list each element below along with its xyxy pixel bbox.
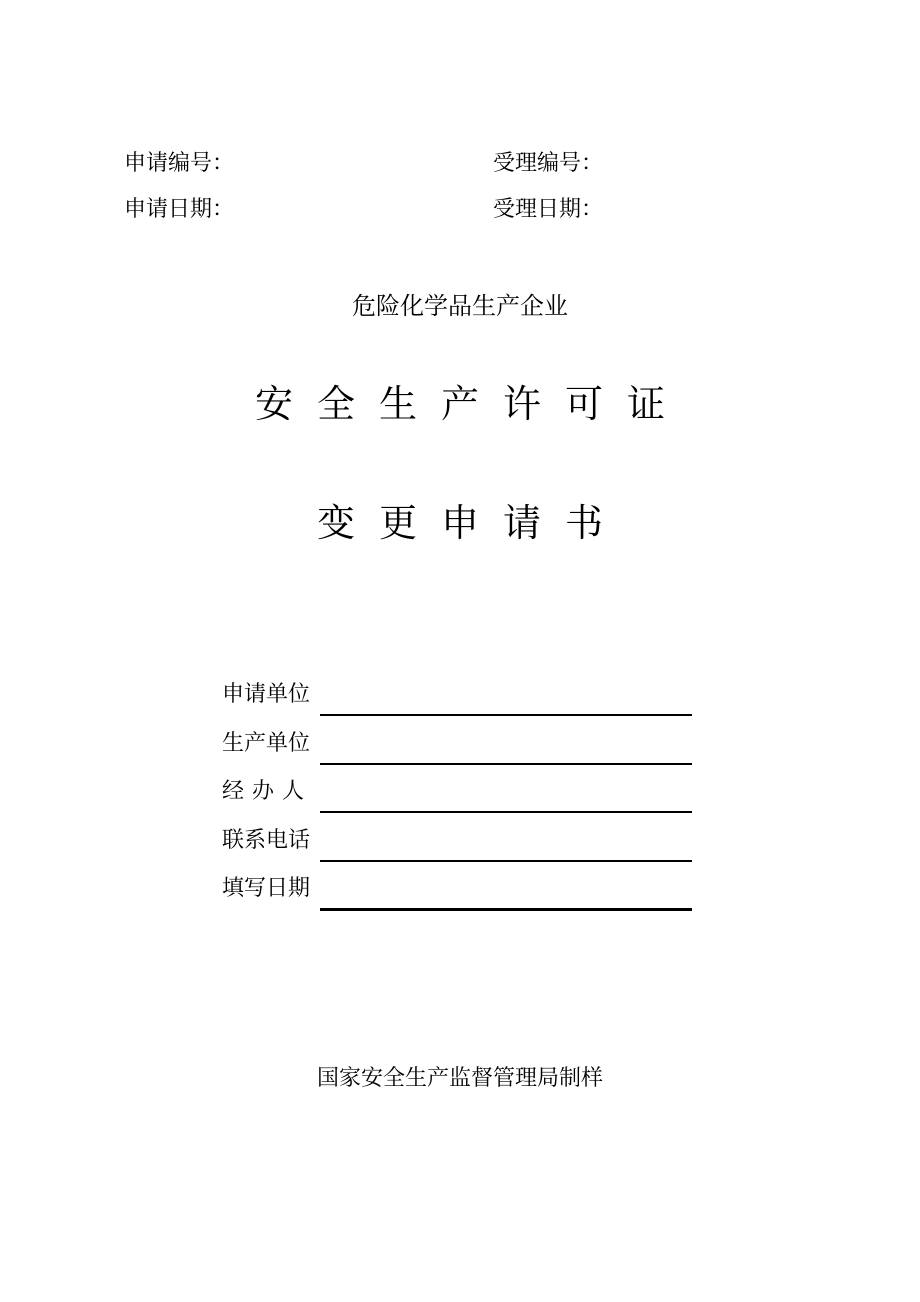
- acceptance-number-label: 受理编号：: [493, 151, 604, 176]
- form-row-applicant: [222, 676, 694, 725]
- phone-label: 联系电话: [222, 827, 311, 853]
- application-date-label: 申请日期：: [124, 197, 235, 222]
- form-row-handler: [222, 773, 694, 822]
- document-title-line2: 变更申请书: [316, 501, 627, 545]
- producer-field[interactable]: [320, 763, 692, 765]
- applicant-field[interactable]: [320, 714, 692, 716]
- applicant-label: 申请单位: [222, 682, 311, 707]
- issuer-footer: 国家安全生产监督管理局制样: [316, 1066, 603, 1091]
- phone-field[interactable]: [320, 860, 692, 862]
- fill-date-label: 填写日期: [222, 876, 311, 901]
- application-number-label: 申请编号：: [124, 151, 235, 176]
- document-subtitle: 危险化学品生产企业: [352, 292, 568, 320]
- producer-label: 生产单位: [222, 730, 311, 756]
- handler-field[interactable]: [320, 811, 692, 813]
- handler-label: 经办人: [222, 779, 313, 804]
- document-title-line1: 安全生产许可证: [254, 382, 689, 426]
- form-row-phone: [222, 822, 694, 871]
- form-row-producer: [222, 725, 694, 774]
- applicant-info-form: [222, 676, 694, 919]
- fill-date-field[interactable]: [320, 908, 692, 911]
- acceptance-date-label: 受理日期：: [493, 197, 604, 222]
- form-row-fill-date: [222, 870, 694, 919]
